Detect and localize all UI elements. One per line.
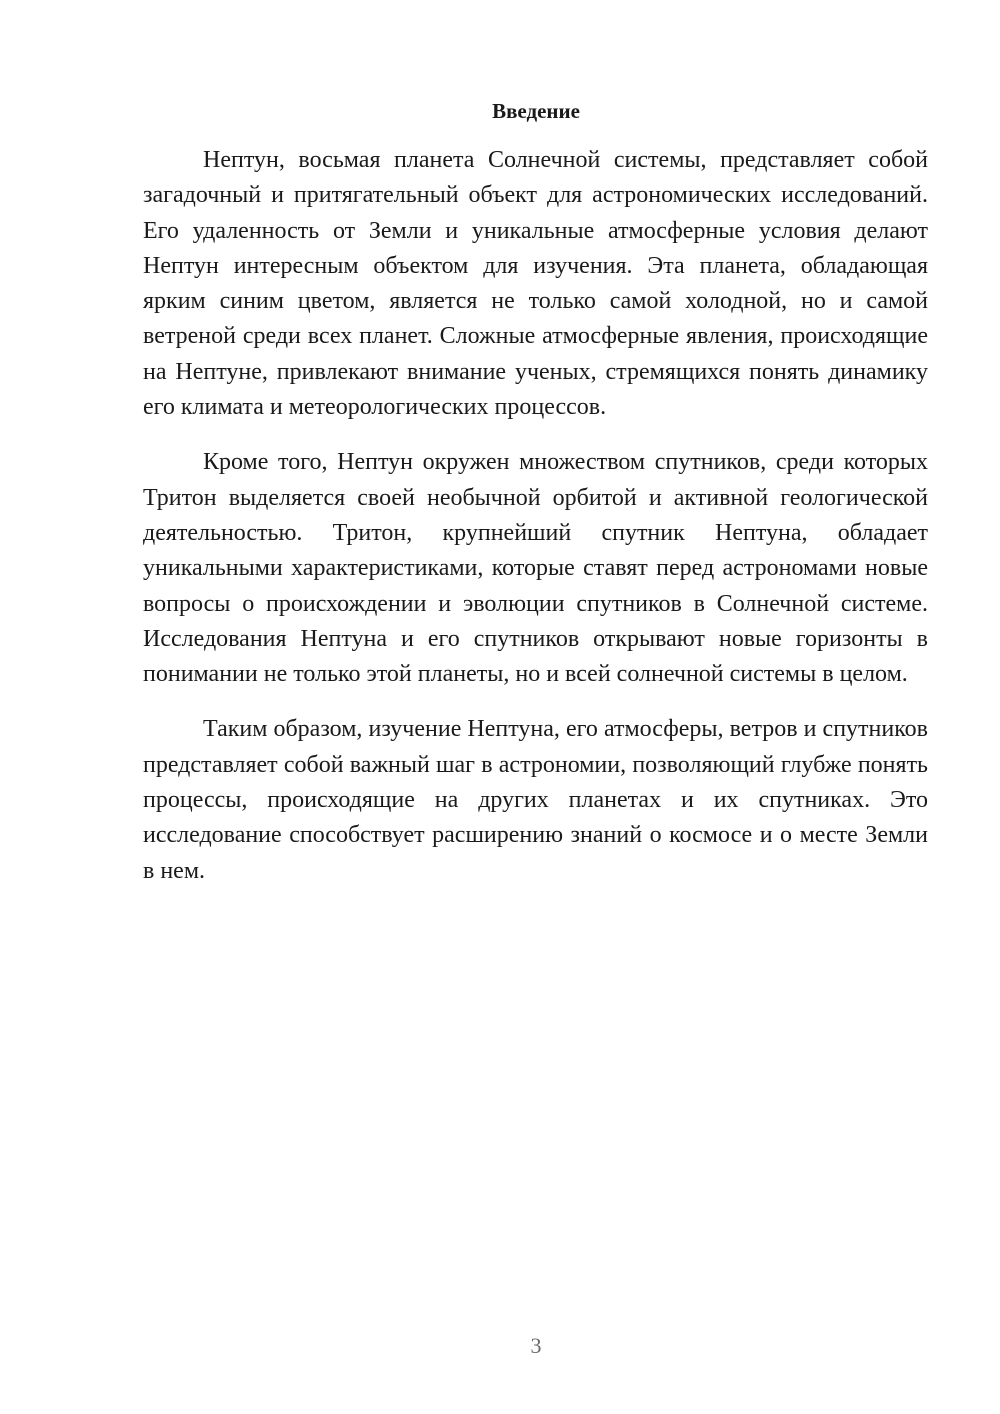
page-number: 3 (530, 1333, 542, 1358)
paragraph-2: Кроме того, Нептун окружен множеством спутников, среди которых Тритон выделяется своей необычной орбитой и активной геологической деятельностью. Тритон, крупнейший спутник Нептуна, обладает уникальными характеристиками, которые ставят перед астрономами новые вопросы о происхождении и эволюции спутников в Солнечной системе. Исследования Нептуна и его спутников открывают новые горизонты в понимании не только этой планеты, но и всей солнечной системы в целом. (143, 449, 928, 688)
body-text (143, 143, 928, 889)
section-heading: Введение (492, 99, 580, 123)
paragraph-1: Нептун, восьмая планета Солнечной системы, представляет собой загадочный и притягательный объект для астрономических исследований. Его удаленность от Земли и уникальные атмосферные условия делают Нептун интересным объектом для изучения. Эта планета, обладающая ярким синим цветом, является не только самой холодной, но и самой ветреной среди всех планет. Сложные атмосферные явления, происходящие на Нептуне, привлекают внимание ученых, стремящихся понять динамику его климата и метеорологических процессов. (143, 147, 928, 421)
paragraph-3: Таким образом, изучение Нептуна, его атмосферы, ветров и спутников представляет собой важный шаг в астрономии, позволяющий глубже понять процессы, происходящие на других планетах и их спутниках. Это исследование способствует расширению знаний о космосе и о месте Земли в нем. (143, 716, 928, 884)
